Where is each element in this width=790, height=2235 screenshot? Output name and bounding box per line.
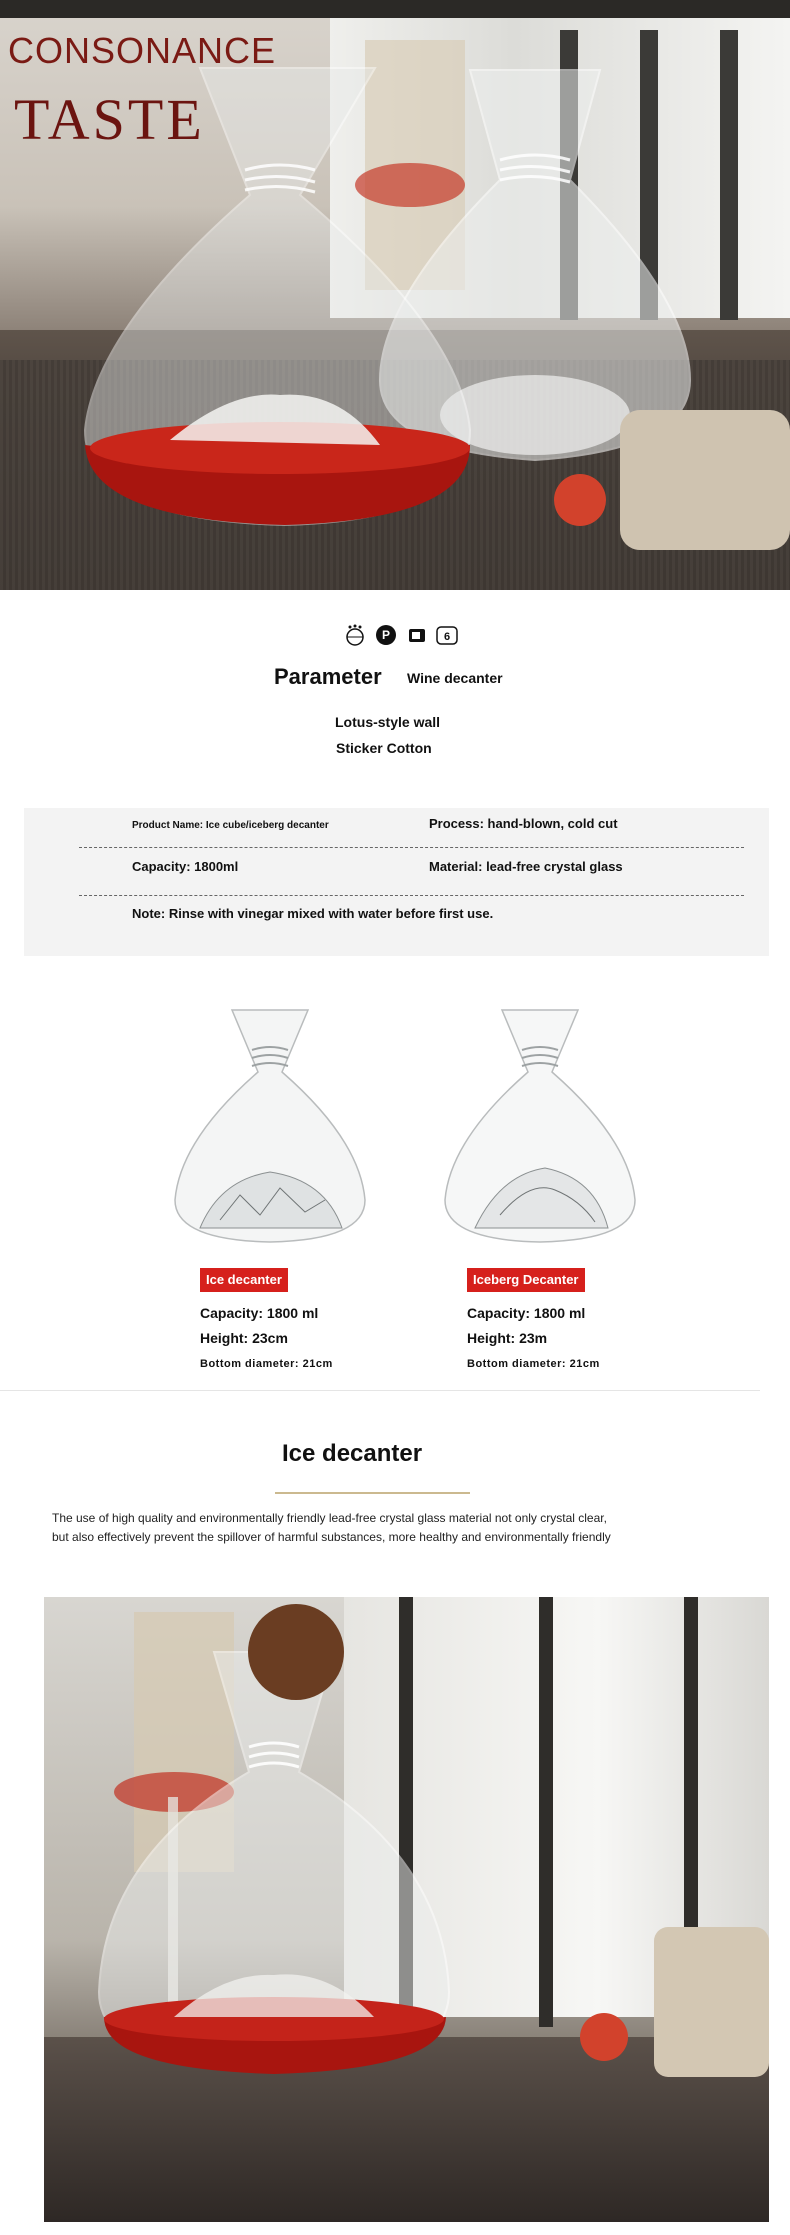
spec-divider — [79, 847, 744, 848]
section-divider — [0, 1390, 760, 1391]
description-line-1: The use of high quality and environmentally friendly lead-free crystal glass material not only crystal clear, — [52, 1511, 607, 1525]
svg-text:6: 6 — [443, 631, 451, 643]
microwave-icon — [407, 624, 426, 646]
brand-name-consonance: CONSONANCE — [8, 30, 277, 71]
title-underline — [275, 1492, 470, 1494]
hero-image — [0, 0, 790, 590]
feature-text-sticker-cotton: Sticker Cotton — [336, 740, 432, 756]
product-bottom-diameter: Bottom diameter: 21cm — [200, 1358, 333, 1370]
spec-note: Note: Rinse with vinegar mixed with water before first use. — [132, 906, 494, 921]
spec-material: Material: lead-free crystal glass — [429, 859, 623, 874]
svg-text:P: P — [381, 628, 391, 642]
spec-capacity: Capacity: 1800ml — [132, 859, 239, 874]
spec-process: Process: hand-blown, cold cut — [429, 816, 618, 831]
product-height: Height: 23cm — [200, 1330, 288, 1346]
description-line-2: but also effectively prevent the spillover of harmful substances, more healthy and environmentally friendly — [52, 1530, 611, 1544]
product-capacity: Capacity: 1800 ml — [467, 1305, 586, 1321]
p-circle-icon — [375, 624, 397, 646]
section-title-ice-decanter: Ice decanter — [282, 1440, 423, 1467]
ice-decanter-image — [160, 1000, 380, 1250]
number-6-icon — [436, 624, 458, 646]
brand-name-taste: TASTE — [14, 87, 205, 152]
parameter-title: Parameter — [274, 664, 382, 689]
feature-icon-row — [343, 620, 458, 650]
product-label-iceberg-decanter: Iceberg Decanter — [467, 1268, 585, 1292]
product-capacity: Capacity: 1800 ml — [200, 1305, 319, 1321]
photo-decanter-illustration — [44, 1597, 769, 2222]
feature-text-lotus-wall: Lotus-style wall — [335, 714, 441, 730]
parameter-subtitle: Wine decanter — [407, 670, 503, 686]
no-bubble-icon — [343, 624, 365, 646]
product-label-ice-decanter: Ice decanter — [200, 1268, 288, 1292]
ice-decanter-photo — [44, 1597, 769, 2222]
spec-divider — [79, 895, 744, 896]
spec-product-name: Product Name: Ice cube/iceberg decanter — [132, 820, 329, 831]
spec-table — [24, 808, 769, 956]
iceberg-decanter-image — [430, 1000, 650, 1250]
product-height: Height: 23m — [467, 1330, 548, 1346]
product-bottom-diameter: Bottom diameter: 21cm — [467, 1358, 600, 1370]
